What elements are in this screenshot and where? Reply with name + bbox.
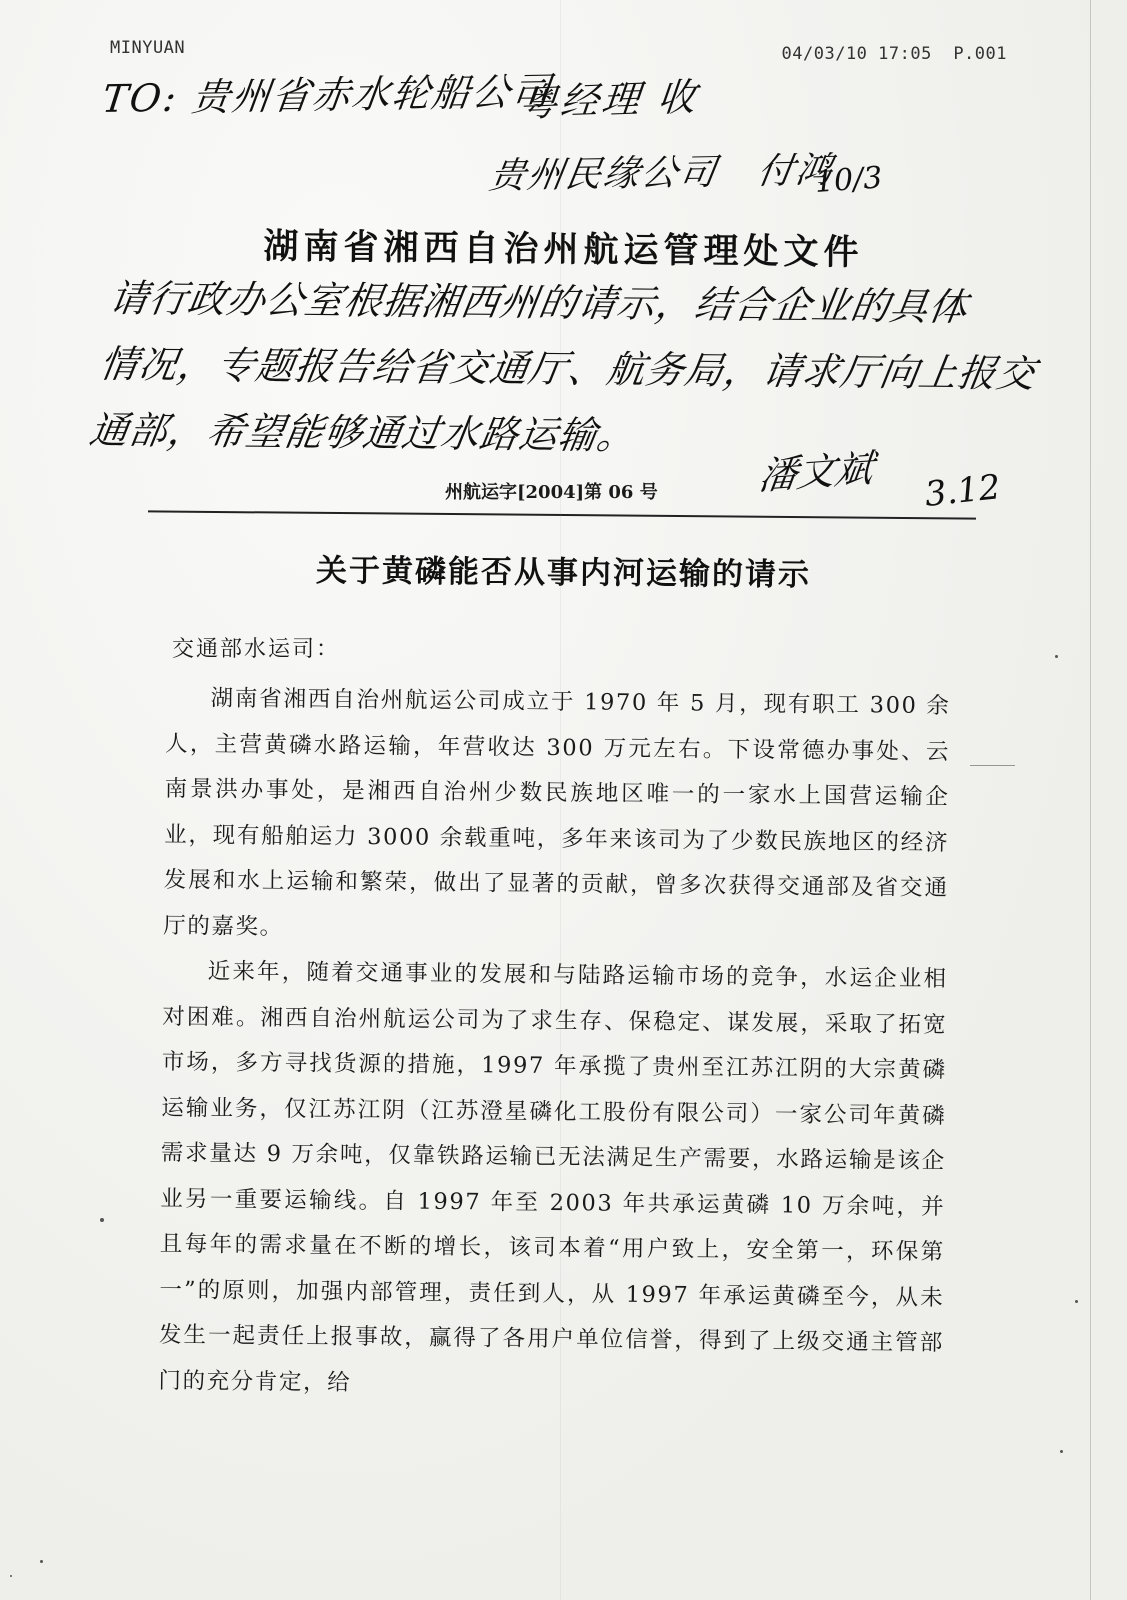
instruction-line: 通部，希望能够通过水路运输。 [86, 408, 640, 458]
scan-speck [1060, 1450, 1063, 1453]
document-title: 关于黄磷能否从事内河运输的请示 [315, 552, 812, 594]
scan-speck [10, 1575, 12, 1577]
handwritten-date: 10/3 [813, 160, 884, 200]
organization-title: 湖南省湘西自治州航运管理处文件 [263, 226, 864, 274]
fax-page-number: P.001 [953, 44, 1007, 64]
document-number: 州航运字[2004]第 06 号 [445, 482, 658, 503]
header-rule [148, 510, 976, 519]
scan-speck [40, 1560, 43, 1563]
body-paragraph: 湖南省湘西自治州航运公司成立于 1970 年 5 月，现有职工 300 余人，主营黄磷水路运输，年营收达 300 万元左右。下设常德办事处、云南景洪办事处，是湘西自治州少数民族地区唯一的一家水上国营运输企业，现有船舶运力 3000 余载重吨，多年来该司为了少数民族地区的经济发展和水上运输和繁荣，做出了显著的贡献，曾多次获得交通部及省交通厅的嘉奖。 [163, 685, 951, 940]
handwritten-instruction [85, 265, 1055, 473]
scan-speck [100, 1218, 104, 1222]
handwritten-sender [486, 142, 838, 199]
handwritten-signature-date: 3.12 [922, 467, 1003, 515]
handwritten-recipient: TO: 贵州省赤水轮船公司 [99, 69, 555, 122]
fax-sender: MINYUAN [110, 38, 186, 58]
fold-crease [1090, 0, 1091, 1600]
handwritten-sender-name: 付鸿 [754, 149, 838, 193]
scan-mark [970, 765, 1015, 766]
fax-timestamp: 04/03/10 17:05 [781, 44, 932, 64]
body-paragraph: 近来年，随着交通事业的发展和与陆路运输市场的竞争，水运企业相对困难。湘西自治州航运公司为了求生存、保稳定、谋发展，采取了拓宽市场，多方寻找货源的措施，1997 年承揽了贵州至江苏江阴的大宗黄磷运输业务，仅江苏江阴（江苏澄星磷化工股份有限公司）一家公司年黄磷需求量达 9 万余吨，仅靠铁路运输已无法满足生产需要，水路运输是该企业另一重要运输线。自 1997 年至 2003 年共承运黄磷 10 万余吨，并且每年的需求量在不断的增长，该司本着“用户致上，安全第一，环保第一”的原则，加强内部管理，责任到人，从 1997 年承运黄磷至今，从未发生一起责任上报事故，赢得了各用户单位信誉，得到了上级交通主管部门的充分肯定，给 [158, 958, 948, 1396]
document-body [158, 676, 951, 1412]
fax-timestamp-page [782, 44, 1007, 64]
handwritten-signature: 潘文斌 [756, 445, 877, 499]
instruction-line: 情况，专题报告给省交通厅、航务局，请求厅向上报交 [96, 342, 1040, 396]
handwritten-manager: 粤经理 收 [517, 74, 701, 126]
fold-crease [560, 0, 561, 1600]
handwritten-sender-company: 贵州民缘公司 [486, 151, 721, 198]
scan-speck [1075, 1300, 1078, 1303]
addressee: 交通部水运司： [172, 637, 341, 662]
instruction-line: 请行政办公室根据湘西州的请示，结合企业的具体 [106, 276, 972, 330]
scan-speck [1055, 655, 1058, 658]
